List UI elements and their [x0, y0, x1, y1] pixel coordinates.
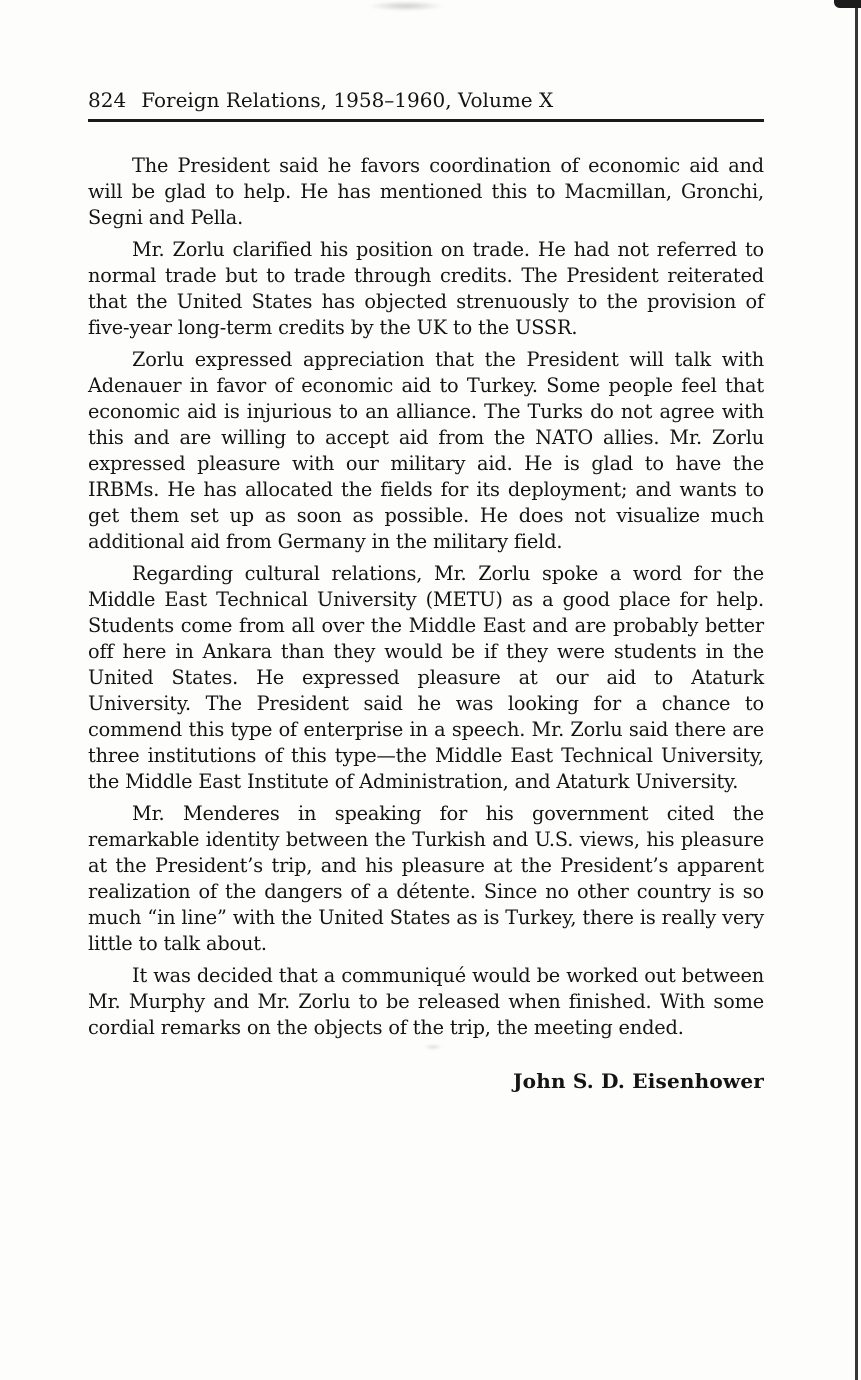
scan-edge-artifact	[855, 7, 858, 1380]
scan-smudge-artifact	[368, 1, 444, 11]
scan-corner-artifact	[834, 0, 861, 8]
volume-title: Foreign Relations, 1958–1960, Volume X	[141, 88, 554, 112]
paragraph: The President said he favors coordination of economic aid and will be glad to help. He has mentioned this to Macmillan, Gronchi, Segni and Pella.	[88, 153, 764, 229]
paragraph: Zorlu expressed appreciation that the President will talk with Adenauer in favor of economic aid to Turkey. Some people feel that economic aid is injurious to an alliance. The Turks do not agree with this and are willing to accept aid from the NATO allies. Mr. Zorlu expressed pleasure with our military aid. He is glad to have the IRBMs. He has allocated the fields for its deployment; and wants to get them set up as soon as possible. He does not visualize much additional aid from Germany in the military field.	[88, 347, 764, 553]
signature: John S. D. Eisenhower	[513, 1068, 764, 1093]
page-number: 824	[88, 88, 127, 112]
paragraph: Regarding cultural relations, Mr. Zorlu spoke a word for the Middle East Technical University (METU) as a good place for help. Students come from all over the Middle East and are probably better off here in Ankara than they would be if they were students in the United States. He expressed pleasure at our aid to Ataturk University. The President said he was looking for a chance to commend this type of enterprise in a speech. Mr. Zorlu said there are three institutions of this type—the Middle East Technical University, the Middle East Institute of Administration, and Ataturk University.	[88, 561, 764, 793]
paragraph: Mr. Zorlu clarified his position on trade. He had not referred to normal trade but to trade through credits. The President reiterated that the United States has objected strenuously to the provision of five-year long-term credits by the UK to the USSR.	[88, 237, 764, 339]
paragraph: Mr. Menderes in speaking for his government cited the remarkable identity between the Turkish and U.S. views, his pleasure at the President’s trip, and his pleasure at the President’s apparent realization of the dangers of a détente. Since no other country is so much “in line” with the United States as is Turkey, there is really very little to talk about.	[88, 801, 764, 955]
scan-smudge-artifact	[424, 1044, 442, 1050]
running-header	[88, 88, 764, 112]
header-rule	[88, 119, 764, 122]
document-body	[88, 153, 764, 1041]
page-content	[88, 88, 764, 1094]
paragraph: It was decided that a communiqué would be worked out between Mr. Murphy and Mr. Zorlu to be released when finished. With some cordial remarks on the objects of the trip, the meeting ended.	[88, 963, 764, 1039]
